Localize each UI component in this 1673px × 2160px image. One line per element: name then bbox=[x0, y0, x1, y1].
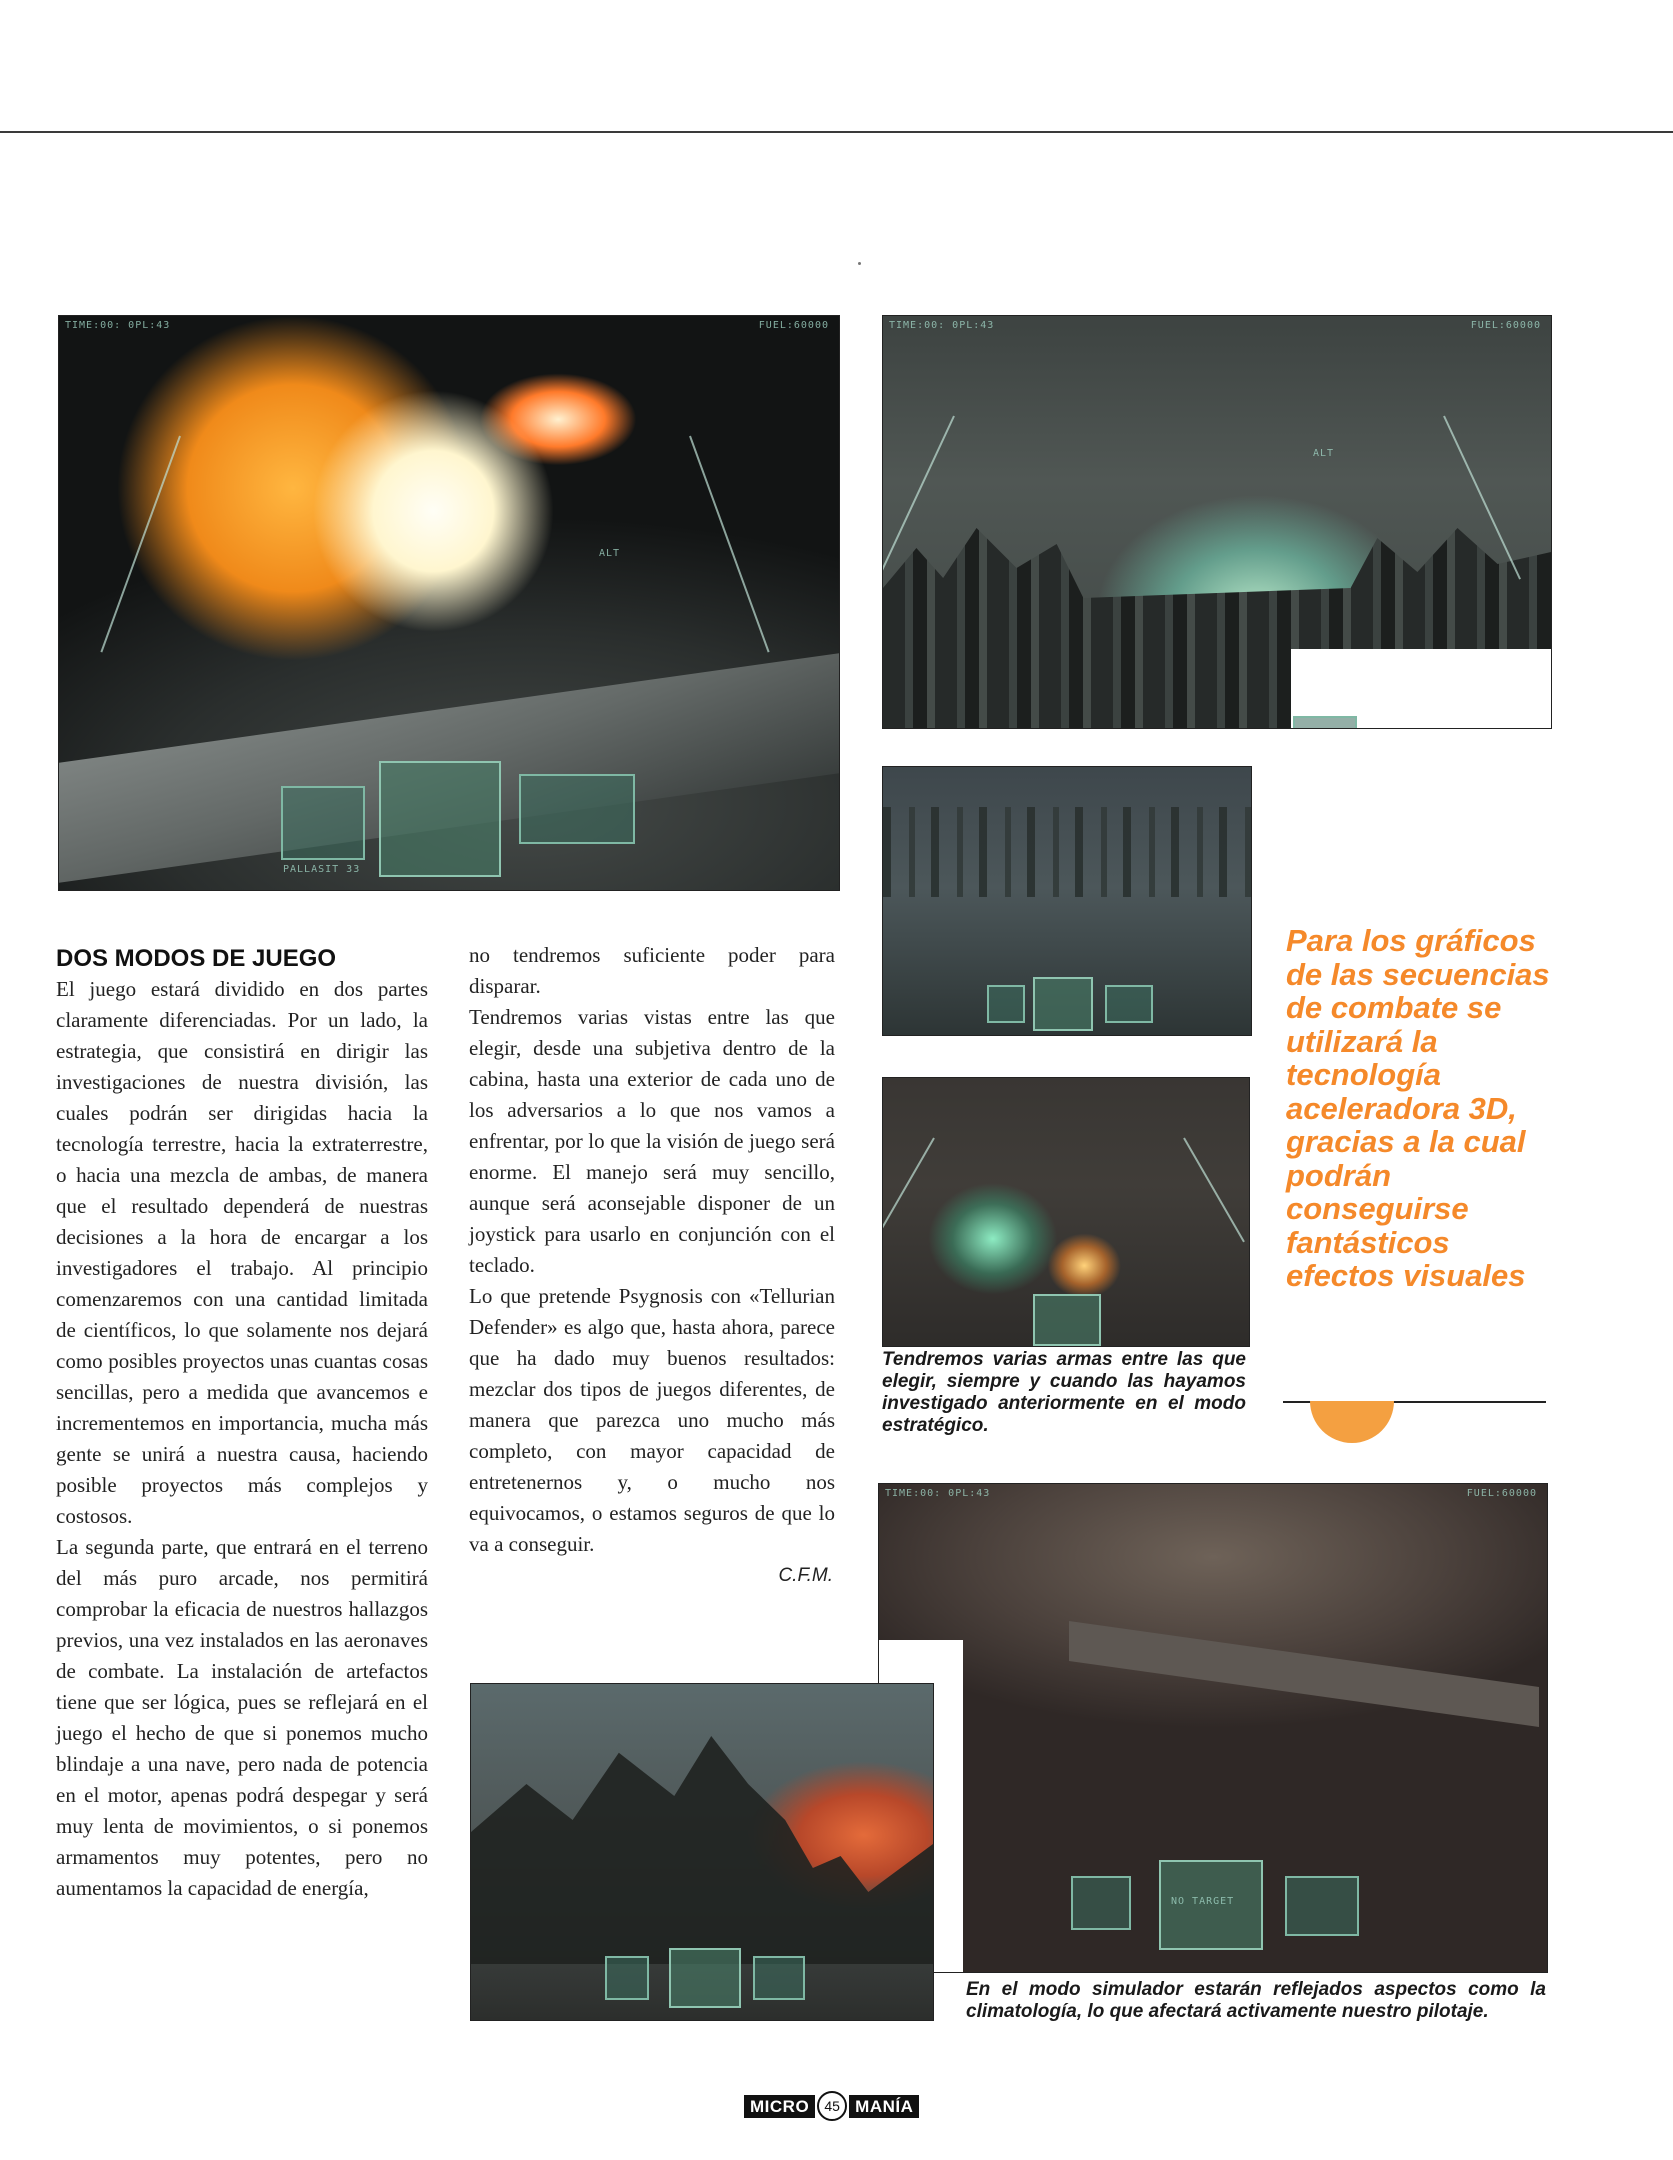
section-heading: DOS MODOS DE JUEGO bbox=[56, 945, 337, 972]
weapons-panel bbox=[1285, 1876, 1359, 1936]
radar-scanner bbox=[1033, 977, 1093, 1031]
screenshot-explosion bbox=[58, 315, 840, 891]
hud-time-readout: TIME:00: 0PL:43 bbox=[885, 1488, 991, 1499]
weapons-panel bbox=[1293, 716, 1357, 729]
screenshot-city-dome bbox=[882, 315, 1552, 729]
hud-time-readout: TIME:00: 0PL:43 bbox=[889, 320, 995, 331]
article-paragraph: Tendremos varias vistas entre las que elegir, desde una subjetiva dentro de la cabina, hasta una exterior de cada uno de los adversarios a lo que nos vamos a enfrentar, por lo que la visión de juego será enorme. El manejo será muy sencillo, aunque será aconsejable disponer de un joystick para usarlo en conjunción con el teclado. bbox=[469, 1005, 835, 1277]
caption-simulator: En el modo simulador estarán reflejados aspectos como la climatología, lo que afectará activamente nuestro pilotaje. bbox=[966, 1979, 1546, 2022]
weapons-panel bbox=[1105, 985, 1153, 1023]
hud-fuel-readout: FUEL:60000 bbox=[1466, 1488, 1537, 1499]
screenshot-close-combat bbox=[882, 1077, 1250, 1347]
pitch-ladder-left bbox=[882, 1138, 935, 1243]
hud-time-readout: TIME:00: 0PL:43 bbox=[65, 320, 171, 331]
article-column-left bbox=[56, 940, 428, 1904]
ship-status-panel bbox=[1071, 1876, 1131, 1930]
caption-weapons: Tendremos varias armas entre las que elegir, siempre y cuando las hayamos investigado anteriormente en el modo estratégico. bbox=[882, 1349, 1246, 1436]
weapons-panel bbox=[519, 774, 635, 844]
article-paragraph: El juego estará dividido en dos partes claramente diferenciadas. Por un lado, la estrategia, que consistirá en dirigir las investigaciones de nuestra división, las cuales podrán ser dirigidas hacia la tecnología terrestre, hacia la extraterrestre, o hacia una mezcla de ambas, de manera que el resultado dependerá de nuestras decisiones a la hora de encargar a los investigadores el trabajo. Al principio comenzaremos con una cantidad limitada de científicos, lo que solamente nos dejará como posibles proyectos unas cuantas cosas sencillas, pero a medida que avancemos e incrementemos en importancia, mucha más gente se unirá a nuestra causa, haciendo posible proyectos más complejos y costosos. bbox=[56, 977, 428, 1528]
radar-scanner bbox=[1033, 1294, 1101, 1346]
brand-mania: MANÍA bbox=[849, 2095, 919, 2118]
pitch-ladder-left bbox=[100, 436, 181, 653]
pitch-ladder-right bbox=[1183, 1138, 1245, 1243]
brand-micro: MICRO bbox=[744, 2095, 815, 2118]
screenshot-mountains bbox=[470, 1683, 934, 2021]
hud-weapon-label: PALLASIT 33 bbox=[283, 864, 361, 875]
ship-status-panel bbox=[987, 985, 1025, 1023]
hud-fuel-readout: FUEL:60000 bbox=[1470, 320, 1541, 331]
radar-scanner bbox=[669, 1948, 741, 2008]
screenshot-city-overview bbox=[882, 766, 1252, 1036]
article-column-middle bbox=[469, 940, 835, 1591]
city-towers bbox=[883, 807, 1251, 897]
radar-scanner bbox=[379, 761, 501, 877]
pitch-ladder-right bbox=[689, 436, 770, 653]
pull-quote: Para los gráficos de las secuencias de combate se utilizará la tecnología aceleradora 3D, gracias a la cual podrán conseguirse fantásticos efectos visuales bbox=[1286, 923, 1550, 1293]
mountain-ridge bbox=[471, 1724, 933, 1964]
screenshot-simulator bbox=[878, 1483, 1548, 1973]
article-paragraph: no tendremos suficiente poder para disparar. bbox=[469, 943, 835, 998]
pull-quote-half-circle bbox=[1310, 1401, 1394, 1447]
hud-altitude-label: ALT bbox=[599, 548, 621, 559]
page-number: 45 bbox=[817, 2091, 847, 2121]
bridge-structure bbox=[1069, 1621, 1539, 1727]
hud-no-target: NO TARGET bbox=[1171, 1896, 1235, 1907]
article-paragraph: La segunda parte, que entrará en el terreno del más puro arcade, nos permitirá comprobar la eficacia de nuestros hallazgos previos, una vez instalados en las aeronaves de combate. La instalación de artefactos tiene que ser lógica, pues se reflejará en el juego el hecho de que si ponemos mucho blindaje a una nave, pero nada de potencia en el motor, apenas podrá despegar y será muy lenta de movimientos, o si ponemos armamentos muy potentes, pero no aumentamos la capacidad de energía, bbox=[56, 1535, 428, 1900]
print-speck bbox=[858, 262, 861, 265]
article-paragraph: Lo que pretende Psygnosis con «Tellurian Defender» es algo que, hasta ahora, parece que ha dado muy buenos resultados: mezclar dos tipos de juegos diferentes, de manera que parezca uno mucho más completo, con mayor capacidad de entretenernos y, o mucho nos equivocamos, o estamos seguros de que lo va a conseguir. bbox=[469, 1284, 835, 1556]
hud-altitude-label: ALT bbox=[1313, 448, 1335, 459]
header-rule bbox=[0, 131, 1673, 133]
hud-fuel-readout: FUEL:60000 bbox=[758, 320, 829, 331]
ship-status-panel bbox=[281, 786, 365, 860]
ship-status-panel bbox=[605, 1956, 649, 2000]
page-footer bbox=[744, 2094, 919, 2118]
author-signature: C.F.M. bbox=[778, 1565, 833, 1586]
weapons-panel bbox=[753, 1956, 805, 2000]
